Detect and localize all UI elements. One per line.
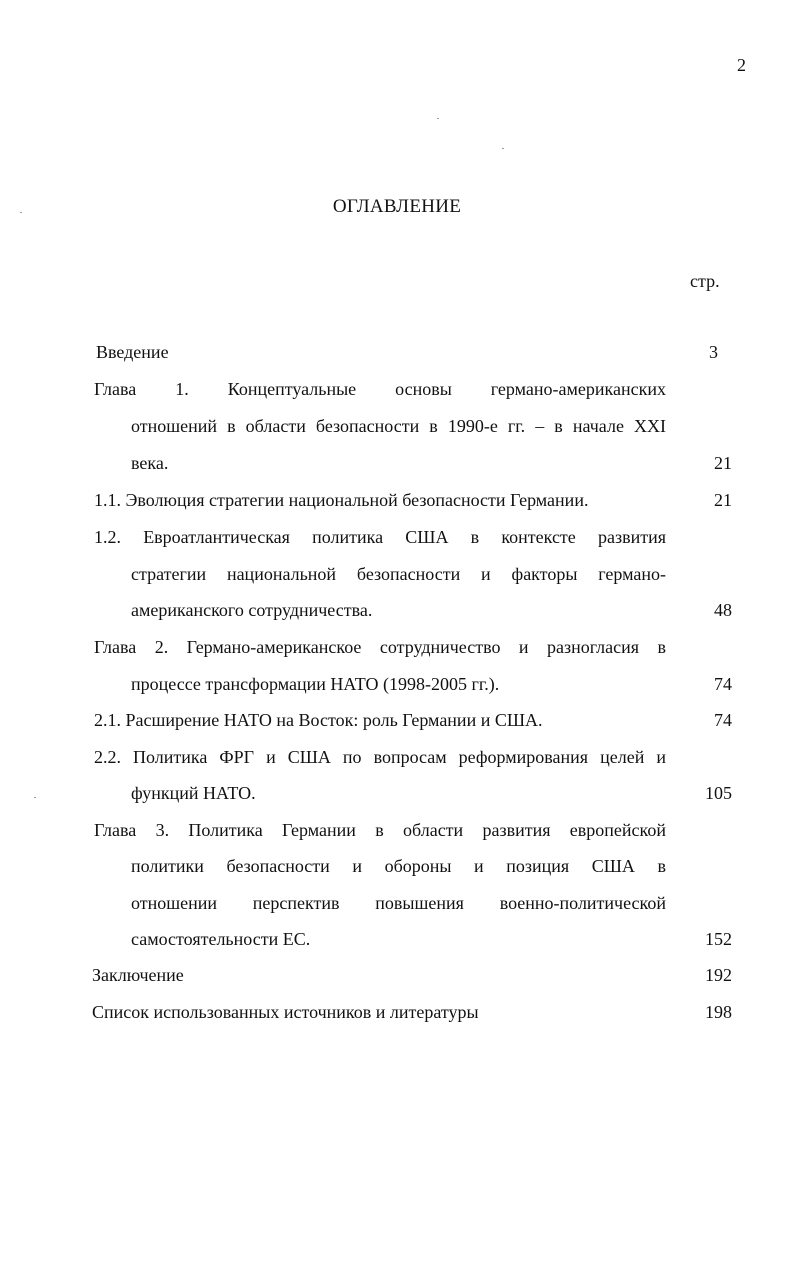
toc-entry-title: Заключение (92, 965, 184, 985)
toc-entry-title: Глава 3. Политика Германии в области развития европейской (94, 820, 666, 840)
toc-entry-title: Глава 2. Германо-американское сотрудничество и разногласия в (94, 637, 666, 657)
toc-entry-title: 1.2. Евроатлантическая политика США в контексте развития (94, 527, 666, 547)
toc-title: ОГЛАВЛЕНИЕ (332, 196, 462, 217)
toc-entry-title: процессе трансформации НАТО (1998-2005 гг.). (131, 674, 500, 694)
toc-entry-title: 2.1. Расширение НАТО на Восток: роль Германии и США. (94, 710, 543, 730)
scan-speck (437, 118, 439, 119)
toc-entry-page: 21 (714, 453, 732, 473)
toc-entry-page: 74 (714, 674, 732, 694)
toc-entry-title: Глава 1. Концептуальные основы германо-американских (94, 379, 666, 399)
toc-entry-title: Введение (96, 342, 169, 362)
toc-entry-page: 74 (714, 710, 732, 730)
toc-entry-title: 1.1. Эволюция стратегии национальной безопасности Германии. (94, 490, 589, 510)
toc-entry-title: функций НАТО. (131, 783, 256, 803)
toc-entry-page: 21 (714, 490, 732, 510)
page-number: 2 (737, 55, 746, 75)
toc-entry-title: века. (131, 453, 169, 473)
scan-speck (34, 797, 36, 798)
toc-entry-page: 198 (705, 1002, 732, 1022)
toc-entry-title: отношений в области безопасности в 1990-е гг. – в начале XXI (131, 416, 666, 436)
toc-entry-title: американского сотрудничества. (131, 600, 373, 620)
toc-entry-page: 105 (705, 783, 732, 803)
scan-speck (502, 148, 504, 149)
toc-entry-page: 152 (705, 929, 732, 949)
toc-entry-page: 3 (709, 342, 718, 362)
toc-entry-page: 192 (705, 965, 732, 985)
toc-entry-page: 48 (714, 600, 732, 620)
toc-entry-title: самостоятельности ЕС. (131, 929, 311, 949)
toc-entry-title: 2.2. Политика ФРГ и США по вопросам реформирования целей и (94, 747, 666, 767)
toc-entry-title: отношении перспектив повышения военно-политической (131, 893, 666, 913)
toc-entry-title: политики безопасности и обороны и позиция США в (131, 856, 666, 876)
toc-entry-title: Список использованных источников и литературы (92, 1002, 479, 1022)
page-column-label: стр. (690, 271, 720, 291)
toc-entry-title: стратегии национальной безопасности и факторы германо- (131, 564, 666, 584)
